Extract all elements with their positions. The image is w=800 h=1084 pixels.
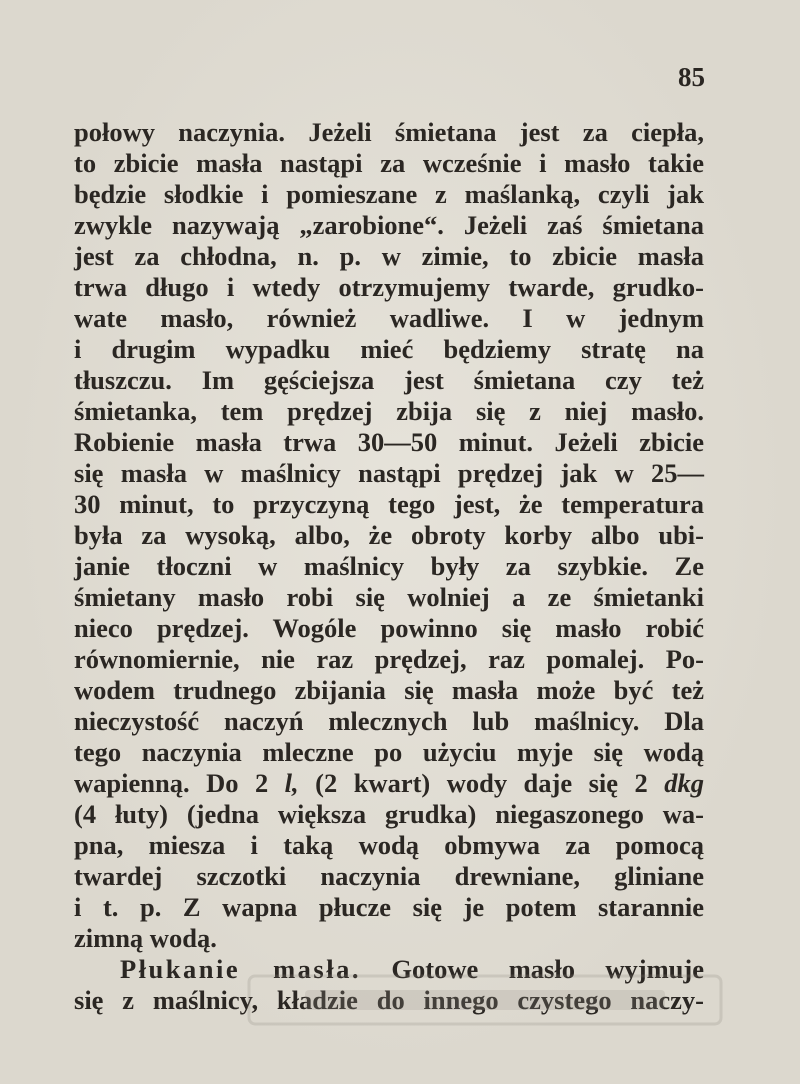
- text-line: połowy naczynia. Jeżeli śmietana jest za ciepła,: [74, 117, 704, 147]
- text-line: się z maślnicy, kładzie do innego czystego naczy-: [74, 985, 704, 1015]
- text-line: trwa długo i wtedy otrzymujemy twarde, grudko-: [74, 272, 704, 302]
- text-line: zimną wodą.: [74, 923, 217, 953]
- text-line: Robienie masła trwa 30—50 minut. Jeżeli zbicie: [74, 427, 704, 457]
- text-fragment: wapienną. Do 2: [74, 768, 285, 798]
- section-heading: Płukanie masła.: [120, 954, 361, 984]
- text-fragment: (2 kwart) wody daje się 2: [298, 768, 665, 798]
- unit-litre: l,: [284, 768, 299, 798]
- section-first-line: [74, 954, 704, 985]
- text-line-units: [74, 768, 704, 799]
- text-fragment: Gotowe masło wyjmuje: [360, 954, 705, 984]
- text-line: równomiernie, nie raz prędzej, raz pomalej. Po-: [74, 644, 704, 674]
- text-line: nieco prędzej. Wogóle powinno się masło robić: [74, 613, 704, 643]
- body-text: [74, 117, 704, 1016]
- text-line: śmietanka, tem prędzej zbija się z niej masło.: [74, 396, 704, 426]
- text-line: nieczystość naczyń mlecznych lub maślnicy. Dla: [74, 706, 704, 736]
- text-line: wate masło, również wadliwe. I w jednym: [74, 303, 704, 333]
- text-line: janie tłoczni w maślnicy były za szybkie. Ze: [74, 551, 704, 581]
- text-line: pna, miesza i taką wodą obmywa za pomocą: [74, 830, 704, 860]
- text-line: śmietany masło robi się wolniej a ze śmietanki: [74, 582, 704, 612]
- page-number: 85: [678, 62, 705, 92]
- text-line: (4 łuty) (jedna większa grudka) niegaszonego wa-: [74, 799, 704, 829]
- text-line: i drugim wypadku mieć będziemy stratę na: [74, 334, 704, 364]
- text-line: jest za chłodna, n. p. w zimie, to zbicie masła: [74, 241, 704, 271]
- text-line: 30 minut, to przyczyną tego jest, że temperatura: [74, 489, 704, 519]
- text-line: i t. p. Z wapna płucze się je potem starannie: [74, 892, 704, 922]
- text-line: tłuszczu. Im gęściejsza jest śmietana czy też: [74, 365, 704, 395]
- text-line: była za wysoką, albo, że obroty korby albo ubi-: [74, 520, 704, 550]
- text-line: to zbicie masła nastąpi za wcześnie i masło takie: [74, 148, 704, 178]
- text-line: zwykle nazywają „zarobione“. Jeżeli zaś śmietana: [74, 210, 704, 240]
- text-line: twardej szczotki naczynia drewniane, gliniane: [74, 861, 704, 891]
- text-line: wodem trudnego zbijania się masła może być też: [74, 675, 704, 705]
- unit-dkg: dkg: [664, 768, 704, 798]
- text-line: będzie słodkie i pomieszane z maślanką, czyli jak: [74, 179, 704, 209]
- text-line: tego naczynia mleczne po użyciu myje się wodą: [74, 737, 704, 767]
- text-line: się masła w maślnicy nastąpi prędzej jak w 25—: [74, 458, 704, 488]
